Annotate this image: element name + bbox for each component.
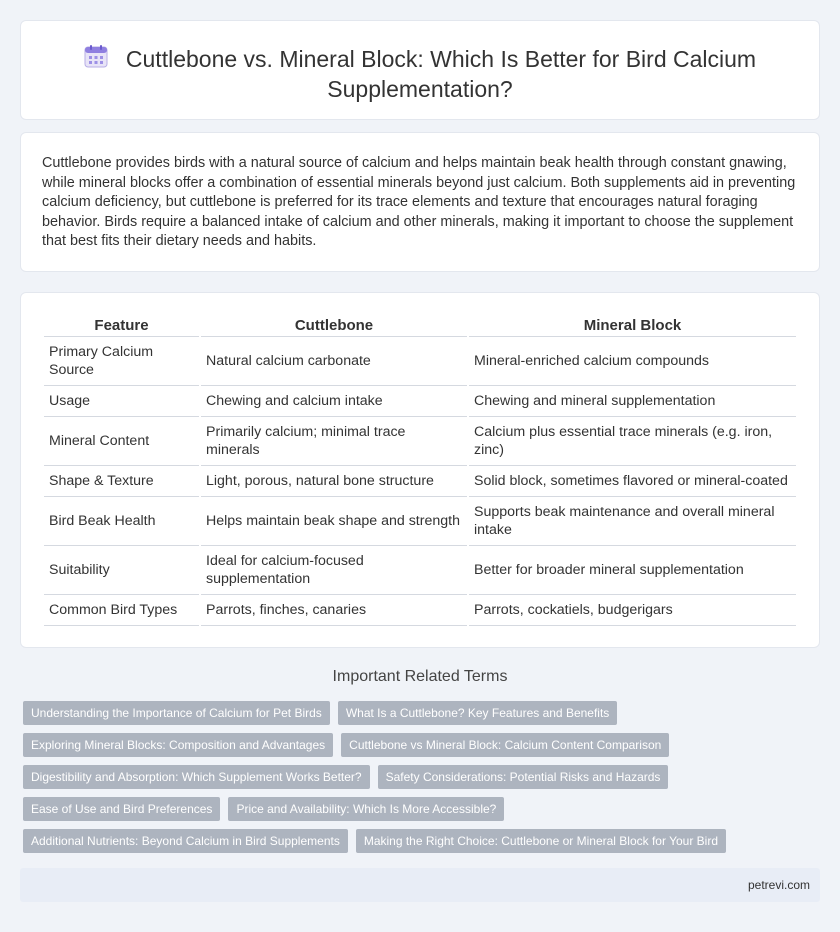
intro-card (20, 132, 820, 272)
table-row (44, 595, 796, 626)
table-row (44, 417, 796, 466)
table-cell: Helps maintain beak shape and strength (201, 497, 467, 546)
related-term-link[interactable]: Making the Right Choice: Cuttlebone or Mineral Block for Your Bird (356, 829, 726, 853)
table-cell: Primarily calcium; minimal trace minerals (201, 417, 467, 466)
table-cell: Chewing and mineral supplementation (469, 386, 796, 417)
table-cell: Natural calcium carbonate (201, 337, 467, 386)
table-cell: Bird Beak Health (44, 497, 199, 546)
table-cell: Primary Calcium Source (44, 337, 199, 386)
comparison-table-card (20, 292, 820, 648)
table-row (44, 546, 796, 595)
table-cell: Supports beak maintenance and overall mineral intake (469, 497, 796, 546)
table-header-cuttlebone: Cuttlebone (201, 315, 467, 337)
table-cell: Calcium plus essential trace minerals (e.g. iron, zinc) (469, 417, 796, 466)
comparison-table (42, 315, 798, 626)
table-row (44, 466, 796, 497)
related-term-link[interactable]: Additional Nutrients: Beyond Calcium in Bird Supplements (23, 829, 348, 853)
related-term-link[interactable]: Safety Considerations: Potential Risks and Hazards (378, 765, 669, 789)
footer (20, 868, 820, 902)
table-header-feature: Feature (44, 315, 199, 337)
table-cell: Usage (44, 386, 199, 417)
related-term-link[interactable]: Digestibility and Absorption: Which Supplement Works Better? (23, 765, 370, 789)
table-cell: Ideal for calcium-focused supplementation (201, 546, 467, 595)
table-row (44, 337, 796, 386)
related-term-link[interactable]: Understanding the Importance of Calcium for Pet Birds (23, 701, 330, 725)
page-title: Cuttlebone vs. Mineral Block: Which Is Better for Bird Calcium Supplementation? (125, 46, 757, 102)
calendar-icon (84, 45, 110, 69)
page-title-wrap (21, 44, 819, 104)
intro-paragraph: Cuttlebone provides birds with a natural source of calcium and helps maintain beak health through constant gnawing, while mineral blocks offer a combination of essential minerals beyond just calcium. Both supplements aid in preventing calcium deficiency, but cuttlebone is preferred for its trace elements and texture that encourages natural foraging behavior. Birds require a balanced intake of calcium and other minerals, making it important to choose the supplement that best fits their dietary needs and habits. (42, 155, 796, 250)
related-term-link[interactable]: Exploring Mineral Blocks: Composition and Advantages (23, 733, 333, 757)
header-card (20, 20, 820, 120)
related-term-link[interactable]: Price and Availability: Which Is More Accessible? (228, 797, 504, 821)
table-cell: Parrots, cockatiels, budgerigars (469, 595, 796, 626)
related-term-link[interactable]: Ease of Use and Bird Preferences (23, 797, 220, 821)
table-cell: Parrots, finches, canaries (201, 595, 467, 626)
related-term-link[interactable]: What Is a Cuttlebone? Key Features and Benefits (338, 701, 617, 725)
related-terms (23, 701, 823, 861)
table-cell: Suitability (44, 546, 199, 595)
related-terms-title: Important Related Terms (332, 668, 508, 685)
table-cell: Common Bird Types (44, 595, 199, 626)
footer-site-link[interactable]: petrevi.com (747, 878, 810, 892)
table-cell: Mineral Content (44, 417, 199, 466)
table-cell: Light, porous, natural bone structure (201, 466, 467, 497)
table-row (44, 497, 796, 546)
table-header-mineral-block: Mineral Block (469, 315, 796, 337)
related-term-link[interactable]: Cuttlebone vs Mineral Block: Calcium Content Comparison (341, 733, 669, 757)
table-cell: Better for broader mineral supplementation (469, 546, 796, 595)
table-cell: Shape & Texture (44, 466, 199, 497)
table-cell: Mineral-enriched calcium compounds (469, 337, 796, 386)
table-row (44, 386, 796, 417)
table-cell: Chewing and calcium intake (201, 386, 467, 417)
table-cell: Solid block, sometimes flavored or mineral-coated (469, 466, 796, 497)
